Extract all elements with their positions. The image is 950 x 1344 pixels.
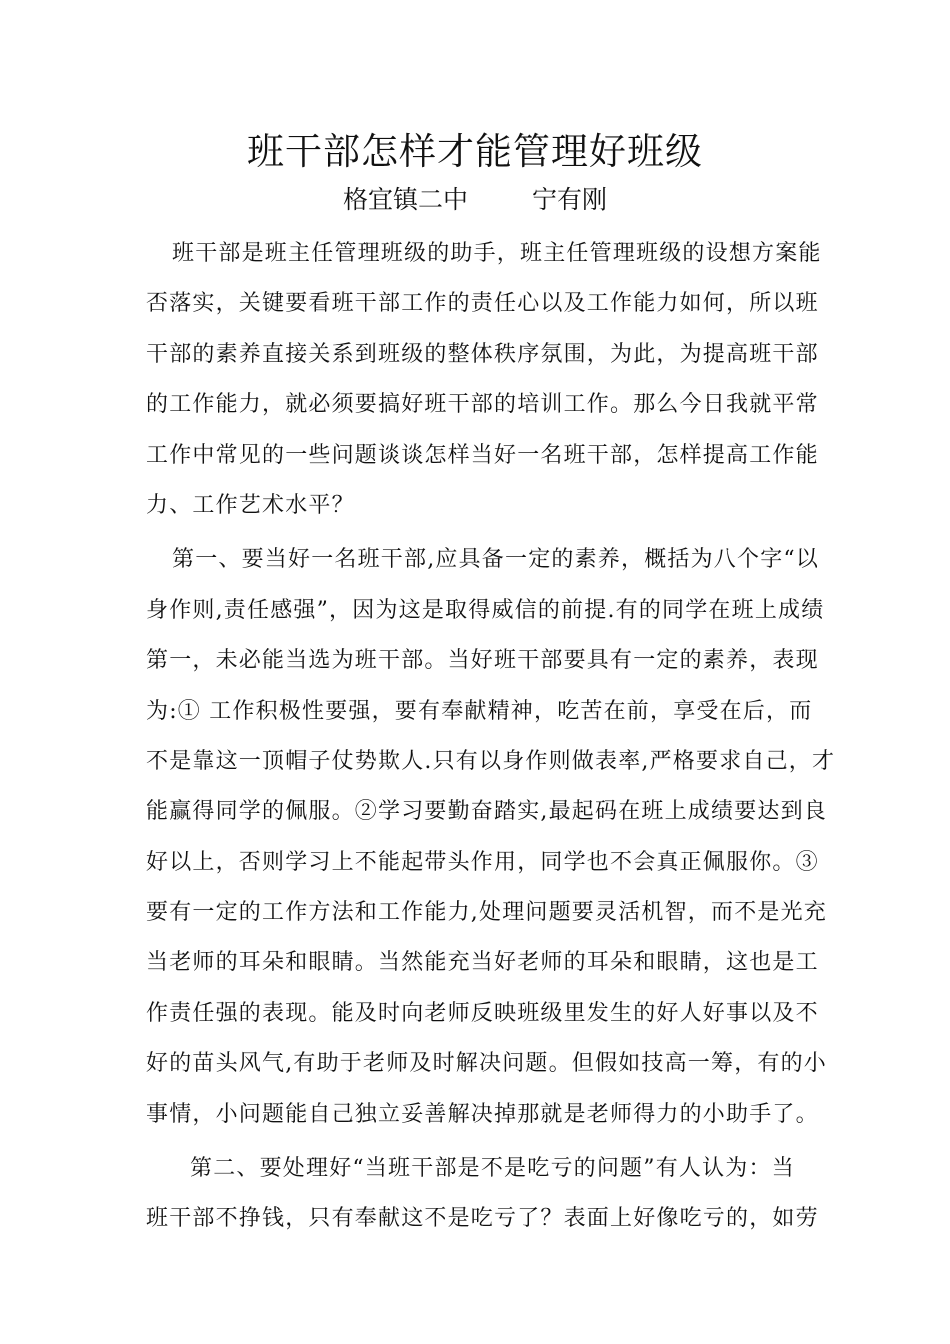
text-line: 第一，未必能当选为班干部。当好班干部要具有一定的素养，表现 xyxy=(146,648,819,674)
text-line: 作责任强的表现。能及时向老师反映班级里发生的好人好事以及不 xyxy=(146,1000,819,1026)
text-line: 身作则,责任感强”，因为这是取得威信的前提.有的同学在班上成绩 xyxy=(146,597,825,623)
text-line: 力、工作艺术水平？ xyxy=(146,492,355,518)
body-text xyxy=(146,229,836,1245)
text-line: 不是靠这一顶帽子仗势欺人.只有以身作则做表率,严格要求自己，才 xyxy=(146,748,836,774)
author-name: 宁有刚 xyxy=(532,185,608,214)
text-line: 事情，小问题能自己独立妥善解决掉那就是老师得力的小助手了。 xyxy=(146,1101,819,1127)
text-line: 好以上，否则学习上不能起带头作用，同学也不会真正佩服你。③ xyxy=(146,849,819,875)
text-line: 第一、要当好一名班干部,应具备一定的素养，概括为八个字“以 xyxy=(172,547,820,573)
document-title: 班干部怎样才能管理好班级 xyxy=(247,130,703,173)
text-line: 好的苗头风气,有助于老师及时解决问题。但假如技高一筹，有的小 xyxy=(146,1051,827,1077)
text-line: 班干部不挣钱，只有奉献这不是吃亏了？表面上好像吃亏的，如劳 xyxy=(146,1206,819,1232)
school-name: 格宜镇二中 xyxy=(342,185,468,214)
text-line: 班干部是班主任管理班级的助手，班主任管理班级的设想方案能 xyxy=(172,241,822,266)
byline xyxy=(0,182,950,218)
text-line: 能赢得同学的佩服。②学习要勤奋踏实,最起码在班上成绩要达到良 xyxy=(146,799,827,825)
text-line: 要有一定的工作方法和工作能力,处理问题要灵活机智，而不是光充 xyxy=(146,900,827,926)
text-line: 的工作能力，就必须要搞好班干部的培训工作。那么今日我就平常 xyxy=(146,392,819,418)
text-line: 当老师的耳朵和眼睛。当然能充当好老师的耳朵和眼睛，这也是工 xyxy=(146,950,819,976)
text-line: 第二、要处理好“当班干部是不是吃亏的问题”有人认为：当 xyxy=(190,1156,795,1182)
text-line: 否落实，关键要看班干部工作的责任心以及工作能力如何，所以班 xyxy=(146,291,819,317)
text-line: 工作中常见的一些问题谈谈怎样当好一名班干部，怎样提高工作能 xyxy=(146,442,819,468)
text-line: 为:① 工作积极性要强，要有奉献精神，吃苦在前，享受在后，而 xyxy=(146,698,813,724)
text-line: 干部的素养直接关系到班级的整体秩序氛围，为此，为提高班干部 xyxy=(146,341,819,367)
